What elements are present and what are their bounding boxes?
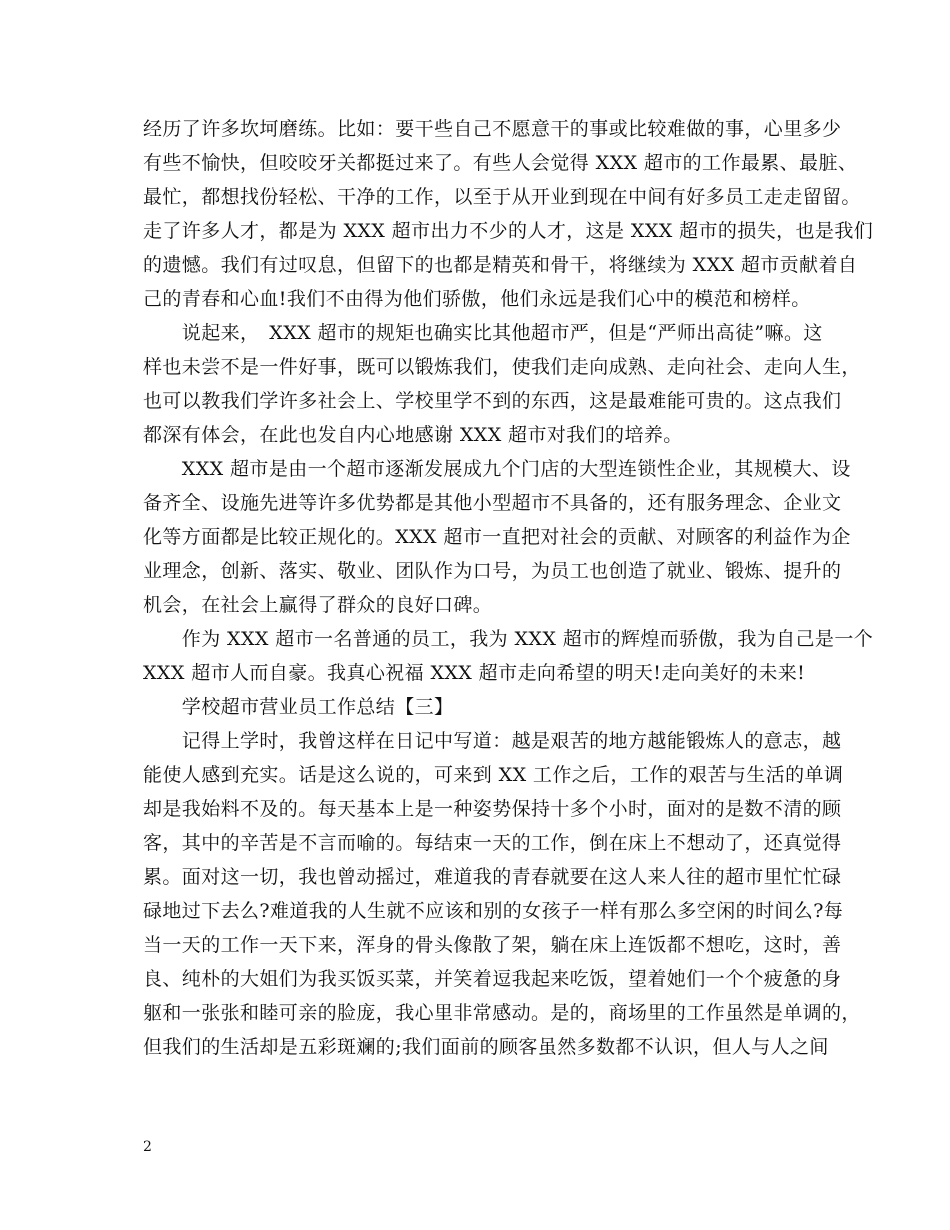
text-line: 却是我始料不及的。每天基本上是一种姿势保持十多个小时，面对的是数不清的顾	[143, 798, 842, 820]
text-line: 躯和一张张和睦可亲的脸庞，我心里非常感动。是的，商场里的工作虽然是单调的，	[143, 1002, 861, 1024]
text-line: 样也未尝不是一件好事，既可以锻炼我们，使我们走向成熟、走向社会、走向人生，	[143, 356, 861, 378]
text-line: 能使人感到充实。话是这么说的，可来到 XX 工作之后，工作的艰苦与生活的单调	[143, 764, 844, 786]
text-line: 良、纯朴的大姐们为我买饭买菜，并笑着逗我起来吃饭，望着她们一个个疲惫的身	[143, 968, 842, 990]
text-line: XXX 超市人而自豪。我真心祝福 XXX 超市走向希望的明天!走向美好的未来!	[143, 662, 806, 684]
text-line: 己的青春和心血!我们不由得为他们骄傲，他们永远是我们心中的模范和榜样。	[143, 288, 811, 310]
text-line: 作为 XXX 超市一名普通的员工，我为 XXX 超市的辉煌而骄傲，我为自己是一个	[143, 628, 874, 650]
text-line: 最忙，都想找份轻松、干净的工作，以至于从开业到现在中间有好多员工走走留留。	[143, 186, 861, 208]
page-number: 2	[143, 1139, 152, 1155]
text-line: 当一天的工作一天下来，浑身的骨头像散了架，躺在床上连饭都不想吃，这时，善	[143, 934, 842, 956]
section-heading: 学校超市营业员工作总结【三】	[143, 696, 454, 718]
text-line: 业理念，创新、落实、敬业、团队作为口号，为员工也创造了就业、锻炼、提升的	[143, 560, 842, 582]
text-line: 的遗憾。我们有过叹息，但留下的也都是精英和骨干，将继续为 XXX 超市贡献着自	[143, 254, 858, 276]
text-line: 机会，在社会上赢得了群众的良好口碑。	[143, 594, 493, 616]
text-line: 都深有体会，在此也发自内心地感谢 XXX 超市对我们的培养。	[143, 424, 683, 446]
text-line: 客，其中的辛苦是不言而喻的。每结束一天的工作，倒在床上不想动了，还真觉得	[143, 832, 842, 854]
text-line: 走了许多人才，都是为 XXX 超市出力不少的人才，这是 XXX 超市的损失，也是我们	[143, 220, 874, 242]
text-line: 有些不愉快，但咬咬牙关都挺过来了。有些人会觉得 XXX 超市的工作最累、最脏、	[143, 152, 858, 174]
text-line: 累。面对这一切，我也曾动摇过，难道我的青春就要在这人来人往的超市里忙忙碌	[143, 866, 842, 888]
text-line: 说起来， XXX 超市的规矩也确实比其他超市严，但是“严师出高徒”嘛。这	[143, 322, 823, 344]
text-line: XXX 超市是由一个超市逐渐发展成九个门店的大型连锁性企业，其规模大、设	[143, 458, 851, 480]
text-line: 备齐全、设施先进等许多优势都是其他小型超市不具备的，还有服务理念、企业文	[143, 492, 842, 514]
text-line: 记得上学时，我曾这样在日记中写道：越是艰苦的地方越能锻炼人的意志，越	[143, 730, 842, 752]
text-line: 经历了许多坎坷磨练。比如：要干些自己不愿意干的事或比较难做的事，心里多少	[143, 118, 842, 140]
text-line: 但我们的生活却是五彩斑斓的;我们面前的顾客虽然多数都不认识，但人与人之间	[143, 1036, 829, 1058]
text-line: 化等方面都是比较正规化的。XXX 超市一直把对社会的贡献、对顾客的利益作为企	[143, 526, 851, 548]
text-line: 碌地过下去么?难道我的人生就不应该和别的女孩子一样有那么多空闲的时间么?每	[143, 900, 844, 922]
text-line: 也可以教我们学许多社会上、学校里学不到的东西，这是最难能可贵的。这点我们	[143, 390, 842, 412]
